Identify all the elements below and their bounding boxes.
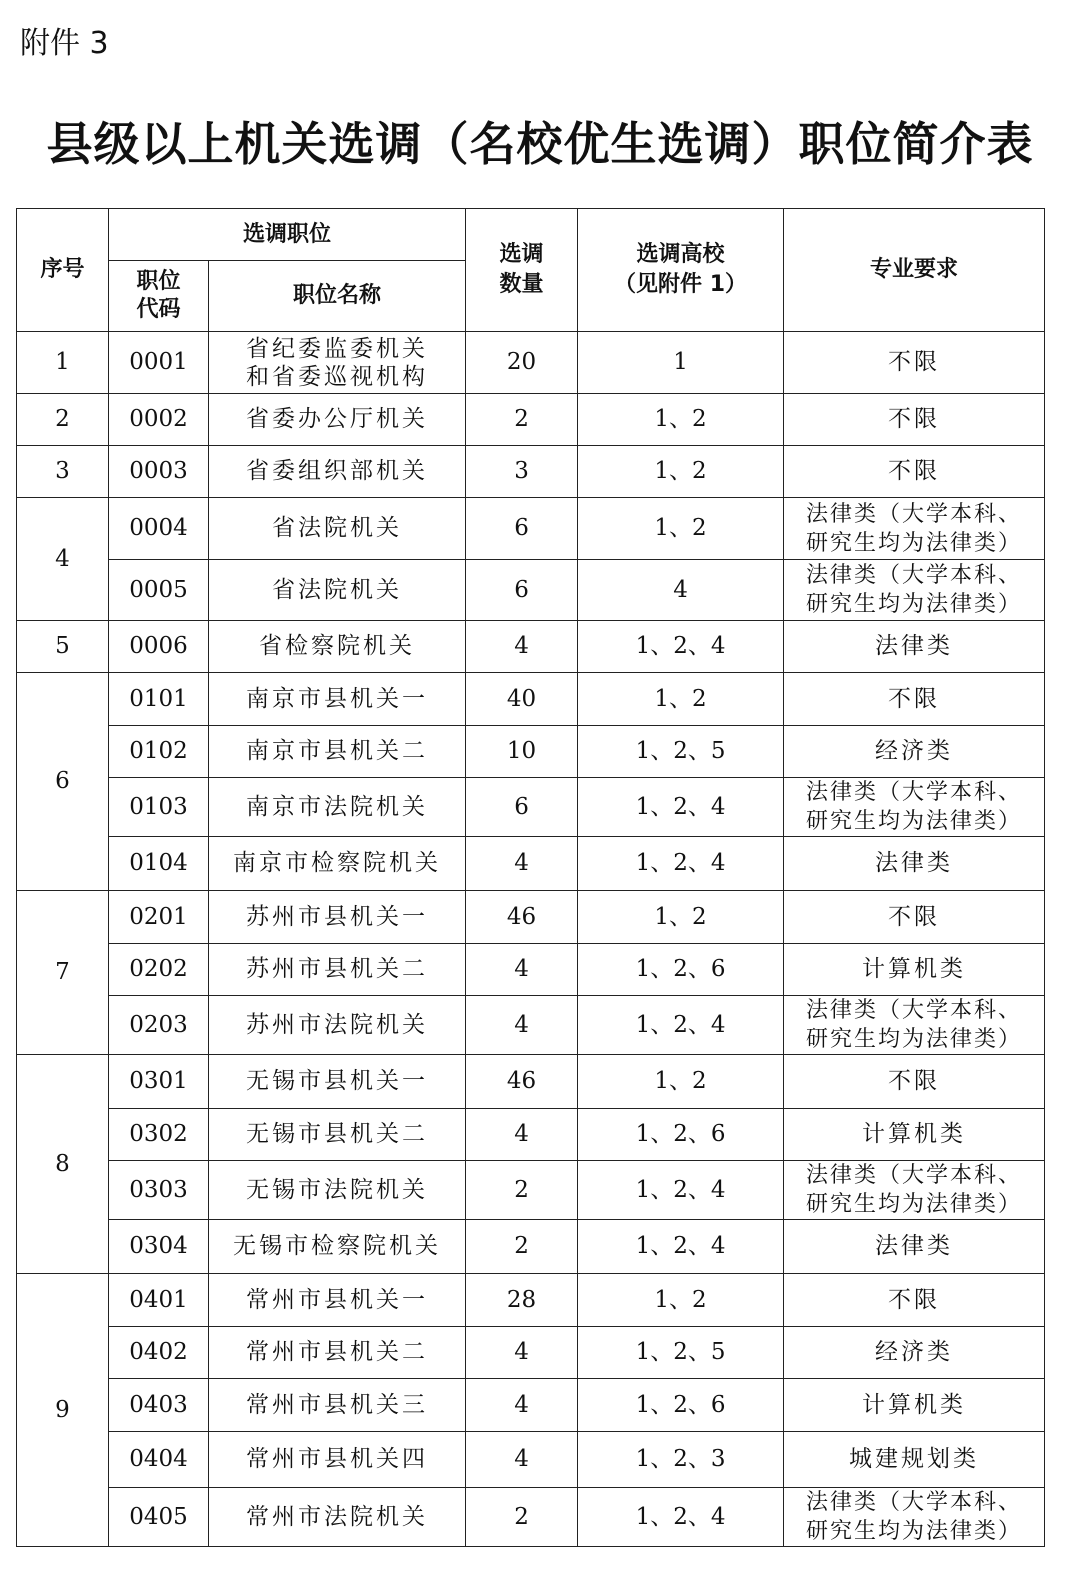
header-major: 专业要求 (784, 209, 1045, 332)
table-row (17, 996, 1045, 1055)
cell-major: 法律类 (784, 1220, 1045, 1274)
cell-major: 不限 (784, 446, 1045, 498)
document-title: 县级以上机关选调（名校优生选调）职位简介表 (46, 117, 1034, 171)
cell-code: 0401 (109, 1274, 209, 1327)
cell-count: 20 (466, 332, 578, 394)
header-schools: 选调高校 （见附件 1） (578, 209, 784, 332)
cell-count: 2 (466, 1220, 578, 1274)
cell-schools: 1、2 (578, 446, 784, 498)
cell-schools: 1、2、4 (578, 996, 784, 1055)
cell-count: 4 (466, 996, 578, 1055)
cell-major: 不限 (784, 394, 1045, 446)
cell-count: 2 (466, 1488, 578, 1547)
cell-schools: 1、2、4 (578, 1220, 784, 1274)
cell-schools: 1、2 (578, 1055, 784, 1109)
cell-count: 28 (466, 1274, 578, 1327)
cell-count: 46 (466, 1055, 578, 1109)
cell-major: 不限 (784, 673, 1045, 726)
cell-name: 无锡市县机关一 (209, 1055, 466, 1109)
cell-name: 苏州市县机关二 (209, 944, 466, 996)
table-row (17, 394, 1045, 446)
position-table (16, 208, 1045, 1547)
cell-name: 无锡市法院机关 (209, 1161, 466, 1220)
cell-major: 法律类 (784, 621, 1045, 673)
cell-major: 计算机类 (784, 944, 1045, 996)
cell-schools: 1、2、5 (578, 1327, 784, 1379)
cell-seq: 8 (17, 1055, 109, 1274)
cell-count: 6 (466, 498, 578, 560)
cell-name: 省法院机关 (209, 560, 466, 621)
table-row (17, 1274, 1045, 1327)
table-row (17, 1327, 1045, 1379)
cell-name: 常州市县机关四 (209, 1432, 466, 1488)
cell-code: 0005 (109, 560, 209, 621)
cell-code: 0201 (109, 891, 209, 944)
cell-name: 苏州市县机关一 (209, 891, 466, 944)
cell-schools: 1、2、4 (578, 1488, 784, 1547)
cell-major: 城建规划类 (784, 1432, 1045, 1488)
table-row (17, 1161, 1045, 1220)
cell-count: 4 (466, 837, 578, 891)
header-code: 职位 代码 (109, 261, 209, 332)
cell-major: 法律类（大学本科、 研究生均为法律类） (784, 560, 1045, 621)
cell-count: 4 (466, 621, 578, 673)
cell-major: 不限 (784, 1055, 1045, 1109)
cell-code: 0301 (109, 1055, 209, 1109)
cell-code: 0303 (109, 1161, 209, 1220)
table-row (17, 498, 1045, 560)
cell-major: 计算机类 (784, 1379, 1045, 1432)
cell-code: 0403 (109, 1379, 209, 1432)
table-row (17, 1379, 1045, 1432)
cell-major: 法律类（大学本科、 研究生均为法律类） (784, 778, 1045, 837)
cell-code: 0203 (109, 996, 209, 1055)
table-row (17, 837, 1045, 891)
cell-count: 4 (466, 1379, 578, 1432)
cell-name: 省检察院机关 (209, 621, 466, 673)
cell-major: 不限 (784, 332, 1045, 394)
cell-code: 0302 (109, 1109, 209, 1161)
table-row (17, 778, 1045, 837)
cell-count: 3 (466, 446, 578, 498)
table-row (17, 891, 1045, 944)
table-row (17, 560, 1045, 621)
cell-major: 经济类 (784, 726, 1045, 778)
header-count: 选调 数量 (466, 209, 578, 332)
cell-code: 0405 (109, 1488, 209, 1547)
cell-major: 法律类（大学本科、 研究生均为法律类） (784, 1161, 1045, 1220)
cell-schools: 1、2、3 (578, 1432, 784, 1488)
cell-count: 40 (466, 673, 578, 726)
cell-seq: 3 (17, 446, 109, 498)
cell-count: 6 (466, 560, 578, 621)
cell-schools: 1、2、4 (578, 837, 784, 891)
cell-code: 0101 (109, 673, 209, 726)
attachment-label: 附件 3 (20, 26, 109, 61)
cell-name: 省纪委监委机关 和省委巡视机构 (209, 332, 466, 394)
cell-schools: 1、2 (578, 394, 784, 446)
cell-name: 南京市法院机关 (209, 778, 466, 837)
cell-code: 0001 (109, 332, 209, 394)
cell-count: 2 (466, 394, 578, 446)
table-row (17, 1432, 1045, 1488)
cell-name: 省委组织部机关 (209, 446, 466, 498)
table-row (17, 1109, 1045, 1161)
cell-schools: 1、2、4 (578, 1161, 784, 1220)
cell-major: 法律类（大学本科、 研究生均为法律类） (784, 1488, 1045, 1547)
cell-code: 0103 (109, 778, 209, 837)
cell-code: 0304 (109, 1220, 209, 1274)
header-name: 职位名称 (209, 261, 466, 332)
cell-name: 常州市县机关二 (209, 1327, 466, 1379)
cell-code: 0404 (109, 1432, 209, 1488)
cell-name: 常州市县机关一 (209, 1274, 466, 1327)
table-row (17, 1055, 1045, 1109)
cell-name: 苏州市法院机关 (209, 996, 466, 1055)
cell-name: 常州市县机关三 (209, 1379, 466, 1432)
cell-schools: 1、2、6 (578, 1109, 784, 1161)
cell-major: 不限 (784, 891, 1045, 944)
cell-count: 6 (466, 778, 578, 837)
cell-name: 省法院机关 (209, 498, 466, 560)
cell-seq: 9 (17, 1274, 109, 1547)
cell-name: 无锡市县机关二 (209, 1109, 466, 1161)
cell-code: 0006 (109, 621, 209, 673)
header-seq: 序号 (17, 209, 109, 332)
cell-code: 0002 (109, 394, 209, 446)
cell-seq: 1 (17, 332, 109, 394)
table-row (17, 726, 1045, 778)
cell-code: 0402 (109, 1327, 209, 1379)
cell-count: 4 (466, 1327, 578, 1379)
cell-name: 南京市检察院机关 (209, 837, 466, 891)
table-row (17, 446, 1045, 498)
cell-seq: 7 (17, 891, 109, 1055)
cell-major: 计算机类 (784, 1109, 1045, 1161)
table-row (17, 1220, 1045, 1274)
table-row (17, 944, 1045, 996)
cell-count: 4 (466, 1109, 578, 1161)
cell-name: 常州市法院机关 (209, 1488, 466, 1547)
cell-schools: 1、2、6 (578, 944, 784, 996)
cell-code: 0104 (109, 837, 209, 891)
table-row (17, 1488, 1045, 1547)
cell-seq: 2 (17, 394, 109, 446)
cell-schools: 1、2 (578, 891, 784, 944)
cell-count: 2 (466, 1161, 578, 1220)
cell-count: 46 (466, 891, 578, 944)
cell-schools: 1、2、4 (578, 621, 784, 673)
cell-code: 0003 (109, 446, 209, 498)
cell-count: 4 (466, 944, 578, 996)
cell-schools: 1、2、4 (578, 778, 784, 837)
cell-count: 10 (466, 726, 578, 778)
cell-schools: 1、2 (578, 498, 784, 560)
header-position-group: 选调职位 (109, 209, 466, 261)
cell-name: 南京市县机关二 (209, 726, 466, 778)
cell-name: 南京市县机关一 (209, 673, 466, 726)
cell-major: 法律类（大学本科、 研究生均为法律类） (784, 996, 1045, 1055)
cell-major: 不限 (784, 1274, 1045, 1327)
cell-major: 经济类 (784, 1327, 1045, 1379)
cell-name: 无锡市检察院机关 (209, 1220, 466, 1274)
cell-count: 4 (466, 1432, 578, 1488)
cell-code: 0102 (109, 726, 209, 778)
table-row (17, 332, 1045, 394)
cell-schools: 1、2 (578, 673, 784, 726)
cell-name: 省委办公厅机关 (209, 394, 466, 446)
cell-schools: 1、2、6 (578, 1379, 784, 1432)
cell-code: 0202 (109, 944, 209, 996)
cell-schools: 1、2 (578, 1274, 784, 1327)
cell-schools: 1、2、5 (578, 726, 784, 778)
cell-seq: 4 (17, 498, 109, 621)
cell-schools: 4 (578, 560, 784, 621)
cell-major: 法律类 (784, 837, 1045, 891)
header-row-1 (17, 209, 1045, 261)
cell-seq: 5 (17, 621, 109, 673)
table-row (17, 621, 1045, 673)
cell-code: 0004 (109, 498, 209, 560)
cell-major: 法律类（大学本科、 研究生均为法律类） (784, 498, 1045, 560)
cell-schools: 1 (578, 332, 784, 394)
cell-seq: 6 (17, 673, 109, 891)
position-table-body (17, 209, 1045, 1547)
table-row (17, 673, 1045, 726)
